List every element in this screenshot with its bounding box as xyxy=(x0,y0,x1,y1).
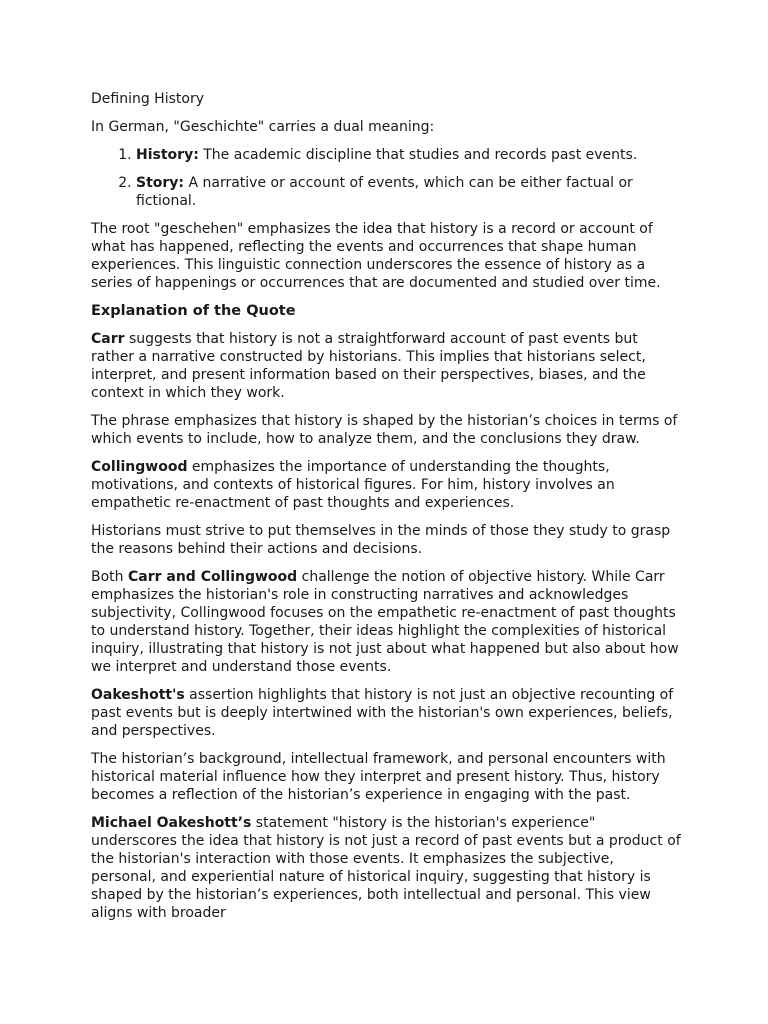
list-item-text: The academic discipline that studies and records past events. xyxy=(198,147,638,163)
oakeshott-text: assertion highlights that history is not just an objective recounting of past events but is deeply intertwined with the historian's own experiences, beliefs, and perspectives. xyxy=(91,687,674,739)
phrase-paragraph: The phrase emphasizes that history is shaped by the historian’s choices in terms of which events to include, how to analyze them, and the conclusions they draw. xyxy=(91,413,678,447)
list-item-text: A narrative or account of events, which can be either factual or fictional. xyxy=(136,175,633,209)
michael-oakeshott-text: statement "history is the historian's experience" underscores the idea that history is not just a record of past events but a product of the historian's interaction with those events. It emphasizes the subjective, personal, and experiential nature of historical inquiry, suggesting that history is shaped by the historian’s experiences, both intellectual and personal. This view aligns with broader xyxy=(91,815,681,921)
both-prefix: Both xyxy=(91,569,128,585)
collingwood-name: Collingwood xyxy=(91,459,188,475)
carr-text: suggests that history is not a straightforward account of past events but rather a narrative constructed by historians. This implies that historians select, interpret, and present information based on their perspectives, biases, and the context in which they work. xyxy=(91,331,646,401)
document-page xyxy=(91,90,683,932)
both-paragraph xyxy=(91,568,683,676)
collingwood-paragraph xyxy=(91,458,683,512)
meaning-list xyxy=(91,146,683,210)
oakeshott-paragraph xyxy=(91,686,683,740)
background-paragraph: The historian’s background, intellectual framework, and personal encounters with historical material influence how they interpret and present history. Thus, history becomes a reflection of the historian’s experience in engaging with the past. xyxy=(91,751,666,803)
oakeshott-name: Oakeshott's xyxy=(91,687,185,703)
both-text: challenge the notion of objective history. While Carr emphasizes the historian's role in constructing narratives and acknowledges subjectivity, Collingwood focuses on the empathetic re-enactment of past thoughts to understand history. Together, their ideas highlight the complexities of historical inquiry, illustrating that history is not just about what happened but also about how we interpret and understand those events. xyxy=(91,569,679,675)
list-item-term: History: xyxy=(136,147,199,163)
collingwood-text: emphasizes the importance of understanding the thoughts, motivations, and contexts of historical figures. For him, history involves an empathetic re-enactment of past thoughts and experiences. xyxy=(91,459,615,511)
michael-oakeshott-name: Michael Oakeshott’s xyxy=(91,815,252,831)
root-paragraph: The root "geschehen" emphasizes the idea that history is a record or account of what has happened, reflecting the events and occurrences that shape human experiences. This linguistic connection underscores the essence of history as a series of happenings or occurrences that are documented and studied over time. xyxy=(91,221,661,291)
historians-paragraph: Historians must strive to put themselves in the minds of those they study to grasp the reasons behind their actions and decisions. xyxy=(91,523,671,557)
both-names: Carr and Collingwood xyxy=(127,569,298,585)
carr-name: Carr xyxy=(91,331,125,347)
list-item xyxy=(136,174,683,210)
michael-oakeshott-paragraph xyxy=(91,814,683,922)
list-item xyxy=(136,146,683,164)
section-heading: Explanation of the Quote xyxy=(91,303,296,319)
carr-paragraph xyxy=(91,330,683,402)
intro-paragraph: In German, "Geschichte" carries a dual meaning: xyxy=(91,119,435,135)
list-item-term: Story: xyxy=(136,175,185,191)
document-title: Defining History xyxy=(91,91,204,107)
